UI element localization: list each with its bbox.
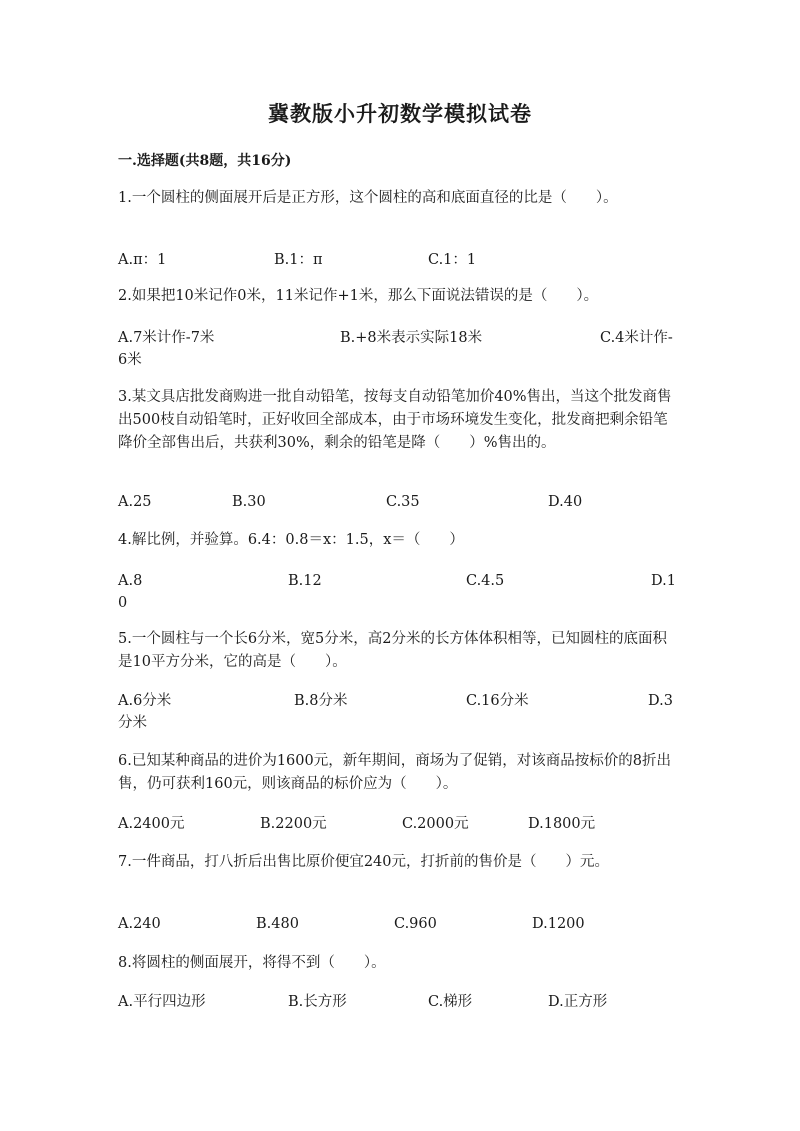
option-d[interactable]: D.正方形 — [548, 994, 608, 1010]
option-c[interactable]: C.1：1 — [428, 252, 477, 268]
question-7: 7.一件商品，打八折后出售比原价便宜240元，打折前的售价是（ ）元。 — [118, 854, 610, 870]
option-c[interactable]: C.16分米 — [466, 693, 529, 709]
option-c[interactable]: C.35 — [386, 494, 420, 510]
question-2: 2.如果把10米记作0米，11米记作+1米，那么下面说法错误的是（ ）。 — [118, 288, 599, 304]
question-3: 3.某文具店批发商购进一批自动铅笔，按每支自动铅笔加价40%售出，当这个批发商售出500枝自动铅笔时，正好收回全部成本，由于市场环境发生变化，批发商把剩余铅笔降价全部售出后，共获利30%，剩余的铅笔是降（ ）%售出的。 — [118, 389, 672, 451]
option-b[interactable]: B.12 — [288, 573, 322, 589]
option-d[interactable]: D.1800元 — [528, 816, 596, 832]
option-b[interactable]: B.30 — [232, 494, 266, 510]
options-2 — [118, 327, 680, 373]
option-d[interactable]: D.3分米 — [118, 693, 673, 731]
question-1: 1.一个圆柱的侧面展开后是正方形，这个圆柱的高和底面直径的比是（ ）。 — [118, 190, 618, 206]
option-b[interactable]: B.长方形 — [288, 994, 347, 1010]
options-8 — [118, 991, 680, 1037]
option-a[interactable]: A.2400元 — [118, 816, 185, 832]
question-8: 8.将圆柱的侧面展开，将得不到（ ）。 — [118, 955, 386, 971]
option-d[interactable]: D.40 — [548, 494, 583, 510]
option-a[interactable]: A.6分米 — [118, 693, 172, 709]
question-4: 4.解比例，并验算。6.4：0.8＝x：1.5，x＝（ ） — [118, 532, 464, 548]
option-c[interactable]: C.4.5 — [466, 573, 505, 589]
option-c[interactable]: C.4米计作-6米 — [118, 330, 673, 368]
option-a[interactable]: A.平行四边形 — [118, 994, 206, 1010]
option-a[interactable]: A.25 — [118, 494, 152, 510]
options-4 — [118, 570, 680, 616]
option-c[interactable]: C.梯形 — [428, 994, 473, 1010]
options-5 — [118, 690, 680, 736]
option-a[interactable]: A.π：1 — [118, 252, 167, 268]
question-5: 5.一个圆柱与一个长6分米，宽5分米，高2分米的长方体体积相等，已知圆柱的底面积是10平方分米，它的高是（ ）。 — [118, 631, 668, 670]
section-heading: 一.选择题(共8题，共16分) — [118, 153, 292, 169]
option-b[interactable]: B.8分米 — [294, 693, 348, 709]
option-b[interactable]: B.+8米表示实际18米 — [340, 330, 483, 346]
option-b[interactable]: B.2200元 — [260, 816, 327, 832]
option-a[interactable]: A.240 — [118, 916, 161, 932]
option-a[interactable]: A.7米计作-7米 — [118, 330, 215, 346]
option-c[interactable]: C.2000元 — [402, 816, 469, 832]
option-b[interactable]: B.480 — [256, 916, 299, 932]
option-d[interactable]: D.1200 — [532, 916, 585, 932]
page-title: 冀教版小升初数学模拟试卷 — [268, 101, 532, 126]
option-a[interactable]: A.8 — [118, 573, 143, 589]
question-6: 6.已知某种商品的进价为1600元，新年期间，商场为了促销，对该商品按标价的8折出售，仍可获利160元，则该商品的标价应为（ ）。 — [118, 753, 671, 792]
option-b[interactable]: B.1：π — [274, 252, 323, 268]
option-d[interactable]: D.10 — [118, 573, 676, 611]
option-c[interactable]: C.960 — [394, 916, 437, 932]
